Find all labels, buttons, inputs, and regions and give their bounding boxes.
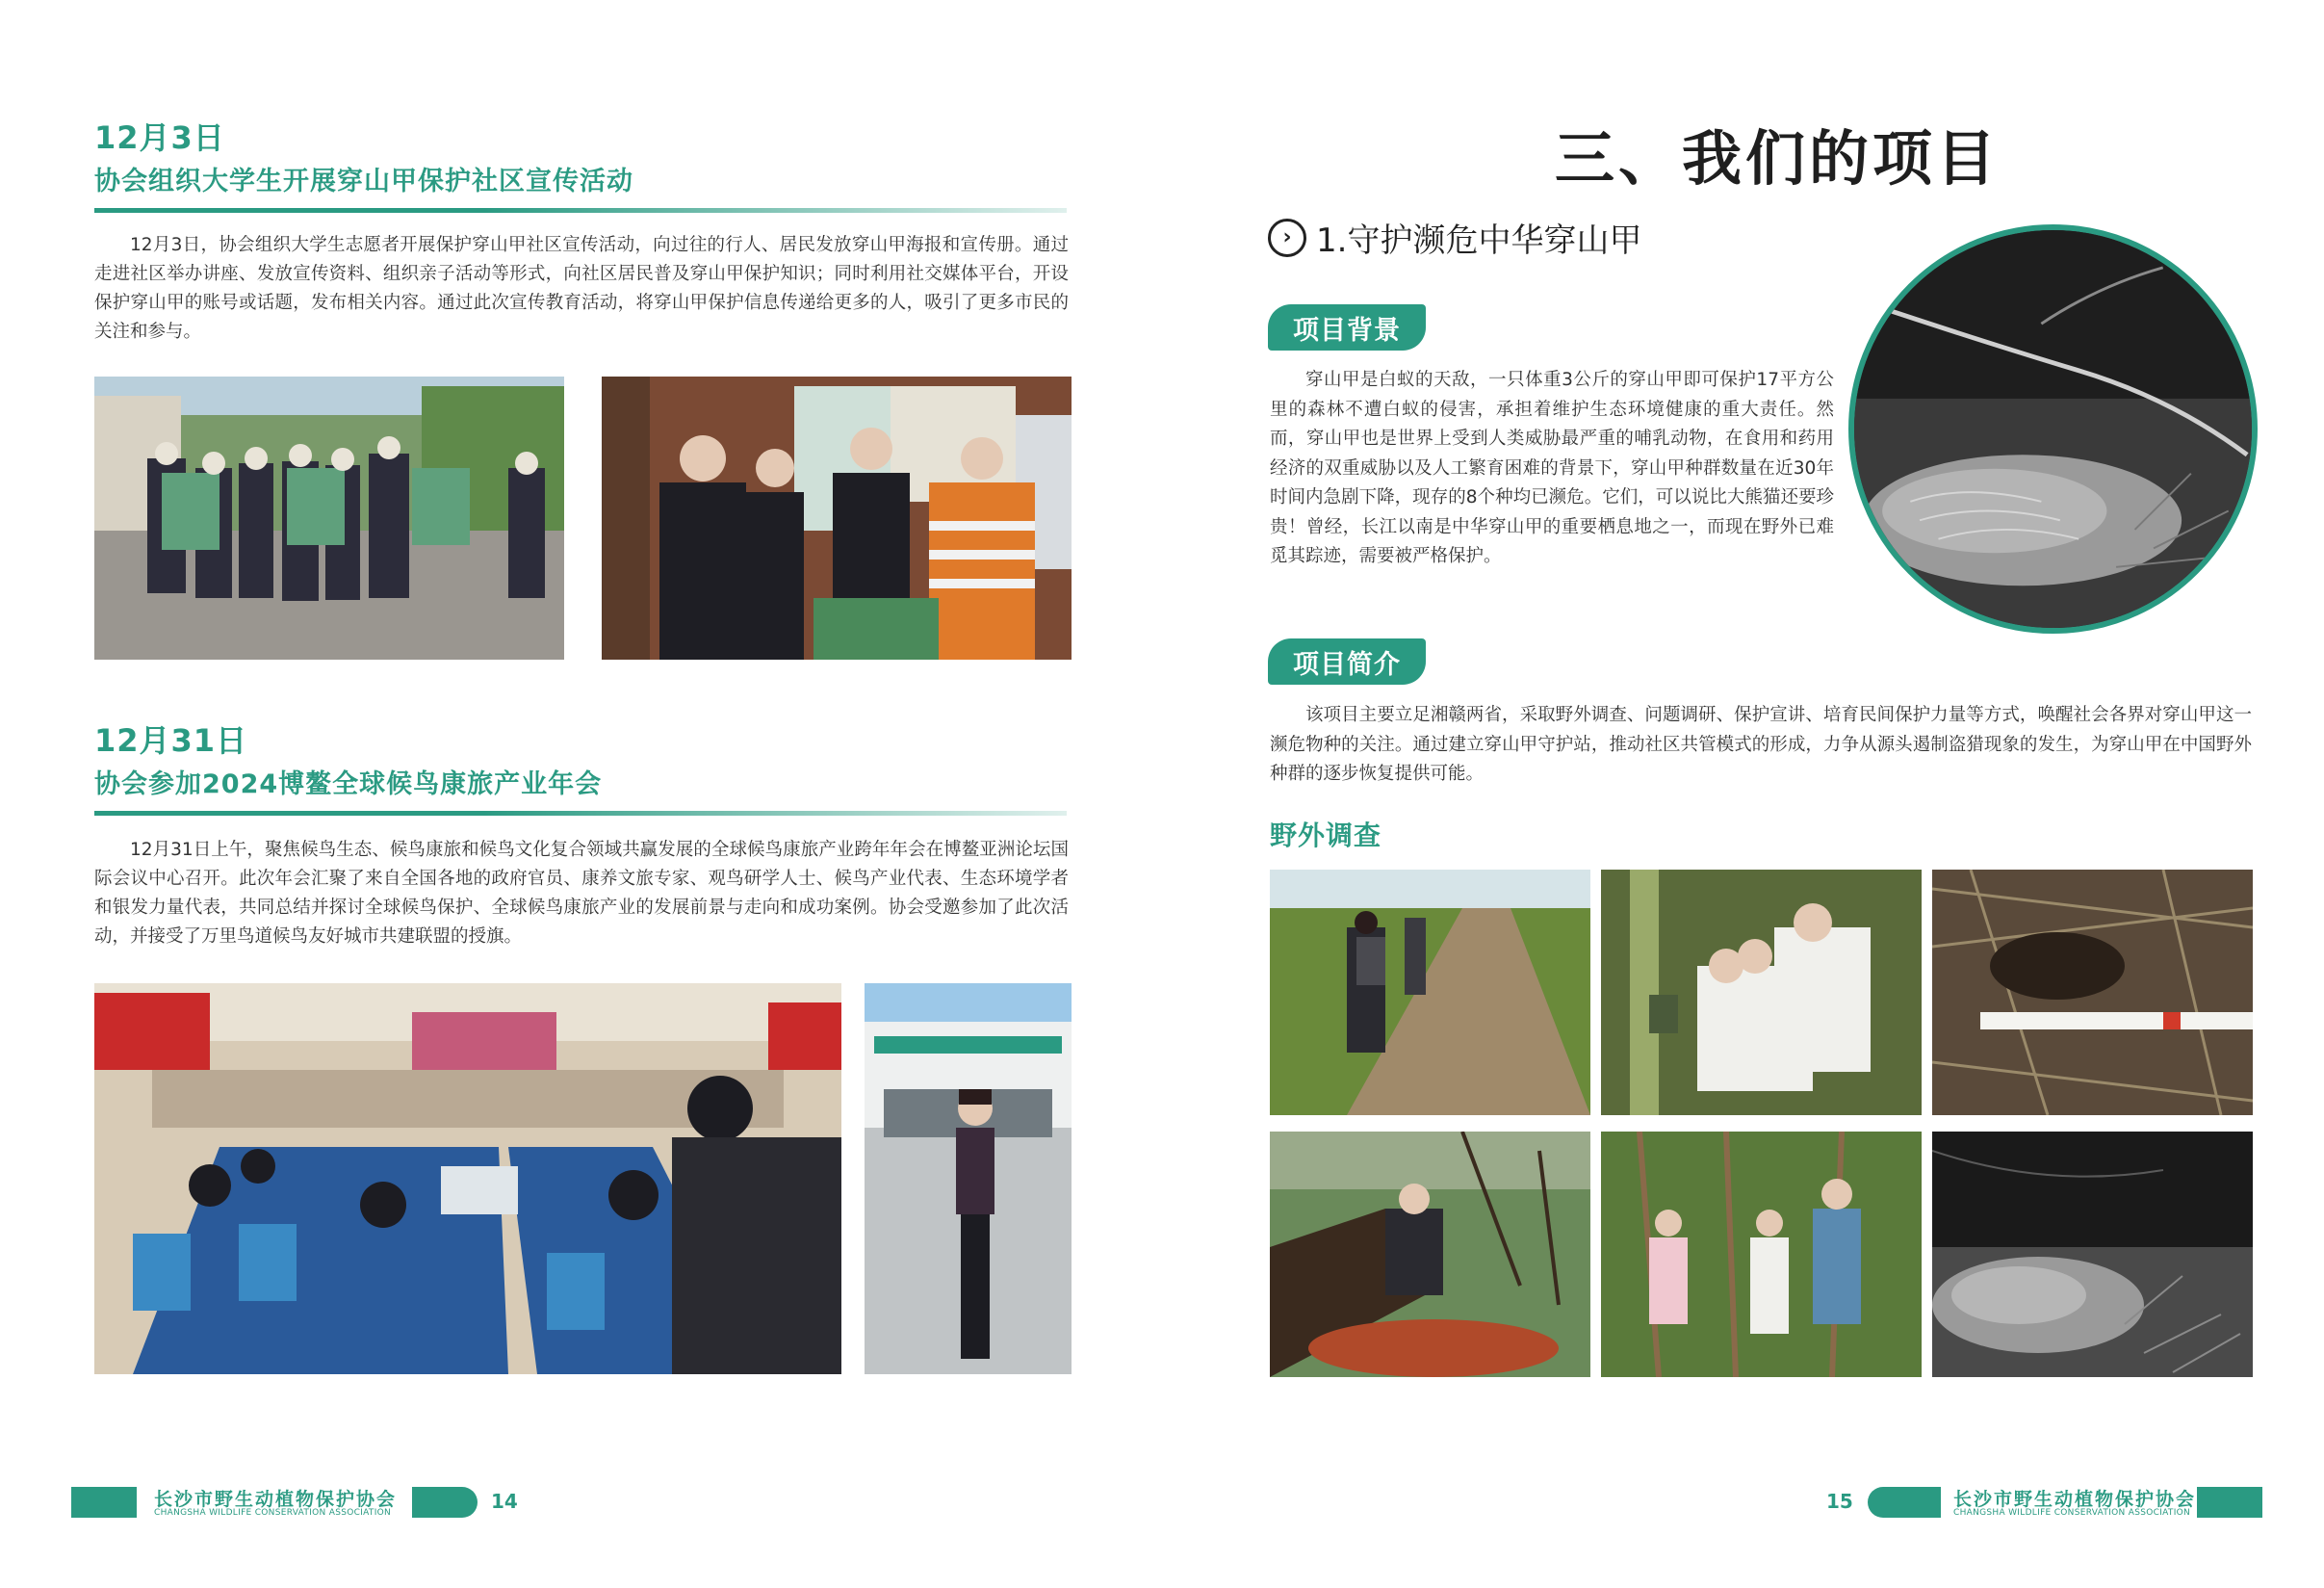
tag-project-background: 项目背景	[1268, 304, 1426, 351]
event1-date: 12月3日	[94, 119, 225, 156]
event2-date: 12月31日	[94, 722, 248, 759]
event1-divider	[94, 208, 1067, 213]
event1-body: 12月3日，协会组织大学生志愿者开展保护穿山甲社区宣传活动，向过往的行人、居民发放穿山甲海报和宣传册。通过走进社区举办讲座、发放宣传资料、组织亲子活动等形式，向社区居民普及穿山甲保护知识；同时利用社交媒体平台，开设保护穿山甲的账号或话题，发布相关内容。通过此次宣传教育活动，将穿山甲保护信息传递给更多的人，吸引了更多市民的关注和参与。	[94, 235, 1069, 342]
event2-divider	[94, 811, 1067, 816]
footer-right-org: 长沙市野生动植物保护协会	[1953, 1489, 2197, 1510]
page-number-left: 14	[491, 1490, 518, 1513]
pangolin-night-photo	[1848, 224, 2258, 634]
event2-body: 12月31日上午，聚焦候鸟生态、候鸟康旅和候鸟文化复合领域共赢发展的全球候鸟康旅产业跨年年会在博鳌亚洲论坛国际会议中心召开。此次年会汇聚了来自全国各地的政府官员、康养文旅专家、观鸟研学人士、候鸟产业代表、生态环境学者和银发力量代表，共同总结并探讨全球候鸟保护、全球候鸟康旅产业的发展前景与走向和成功案例。协会受邀参加了此次活动，并接受了万里鸟道候鸟友好城市共建联盟的授旗。	[94, 840, 1069, 947]
field-survey-title: 野外调查	[1270, 820, 1382, 851]
event2-photo-meeting	[94, 983, 841, 1374]
background-body: 穿山甲是白蚁的天敌，一只体重3公斤的穿山甲即可保护17平方公里的森林不遭白蚁的侵害，承担着维护生态环境健康的重大责任。然而，穿山甲也是世界上受到人类威胁最严重的哺乳动物，在食用和药用经济的双重威胁以及人工繁育困难的背景下，穿山甲种群数量在近30年时间内急剧下降，现存的8个种均已濒危。它们，可以说比大熊猫还要珍贵！曾经，长江以南是中华穿山甲的重要栖息地之一，而现在野外已难觅其踪迹，需要被严格保护。	[1270, 370, 1834, 566]
footer-left-org: 长沙市野生动植物保护协会	[154, 1489, 398, 1510]
event1-photo-posters	[602, 377, 1072, 660]
section-title-text: 1.守护濒危中华穿山甲	[1316, 221, 1642, 260]
footer-right-bar-a	[1868, 1487, 1941, 1518]
field-photo-pangolin-camera-trap	[1932, 1132, 2253, 1377]
field-photo-burrow-measurement	[1932, 870, 2253, 1115]
event1-photo-street	[94, 377, 564, 660]
section-title	[1268, 214, 1641, 261]
page-number-right: 15	[1826, 1490, 1853, 1513]
footer-right-org-en: CHANGSHA WILDLIFE CONSERVATION ASSOCIATION	[1953, 1508, 2191, 1518]
footer-left-bar-b	[412, 1487, 478, 1518]
main-title: 三、我们的项目	[1555, 123, 2001, 194]
event2-title: 协会参加2024博鳌全球候鸟康旅产业年会	[94, 769, 603, 799]
page-right	[1162, 0, 2324, 1588]
field-photo-hiking-trail	[1270, 870, 1590, 1115]
field-photo-camera-setup	[1601, 870, 1922, 1115]
tag-project-intro: 项目简介	[1268, 638, 1426, 685]
event2-photo-portrait	[865, 983, 1072, 1374]
footer-left-org-en: CHANGSHA WILDLIFE CONSERVATION ASSOCIATION	[154, 1508, 392, 1518]
intro-body: 该项目主要立足湘赣两省，采取野外调查、问题调研、保护宣讲、培育民间保护力量等方式，唤醒社会各界对穿山甲这一濒危物种的关注。通过建立穿山甲守护站，推动社区共管模式的形成，力争从源头遏制盗猎现象的发生，为穿山甲在中国野外种群的逐步恢复提供可能。	[1270, 705, 2252, 784]
chevron-right-circle-icon: ›	[1268, 219, 1306, 257]
footer-right-bar-b	[2197, 1487, 2262, 1518]
field-photo-digging-site	[1270, 1132, 1590, 1377]
footer-left-bar-a	[71, 1487, 137, 1518]
field-photo-forest-team	[1601, 1132, 1922, 1377]
event1-title: 协会组织大学生开展穿山甲保护社区宣传活动	[94, 167, 633, 196]
